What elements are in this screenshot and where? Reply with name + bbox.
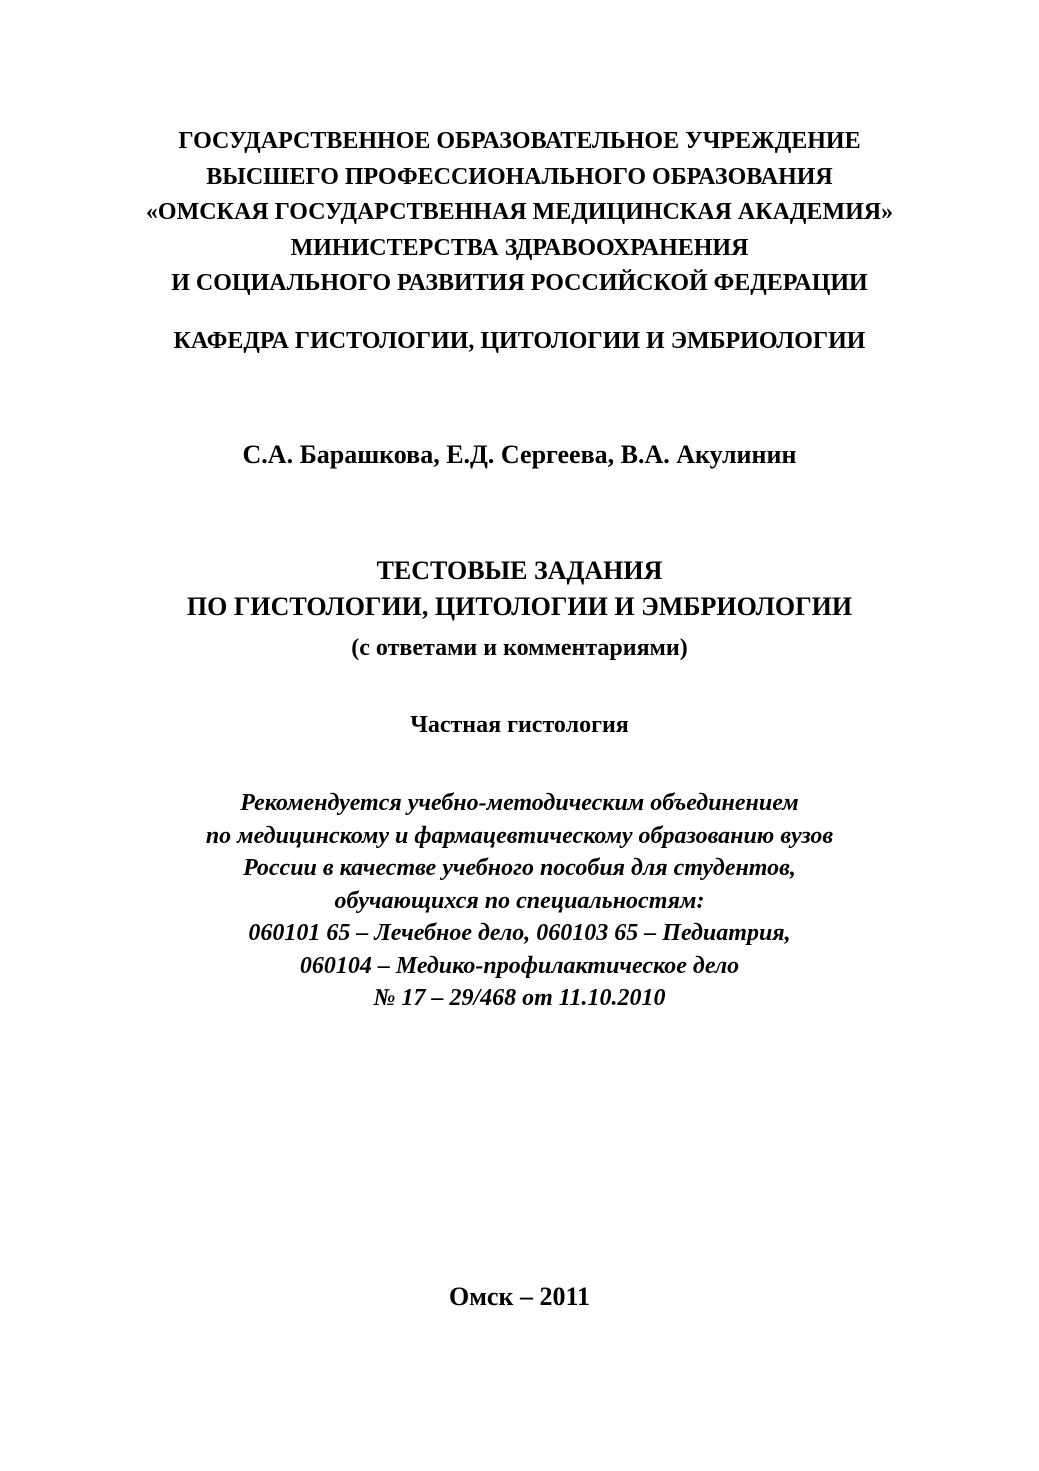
book-subtitle-block (0, 631, 1039, 665)
institution-line-5: И СОЦИАЛЬНОГО РАЗВИТИЯ РОССИЙСКОЙ ФЕДЕРАЦИИ (171, 270, 868, 296)
recommendation-line-2: по медицинскому и фармацевтическому образованию вузов (205, 822, 834, 849)
book-title-line-2: ПО ГИСТОЛОГИИ, ЦИТОЛОГИИ И ЭМБРИОЛОГИИ (186, 592, 853, 621)
authors-names: С.А. Барашкова, Е.Д. Сергеева, В.А. Акулинин (242, 440, 797, 469)
institution-heading (0, 124, 1039, 302)
institution-line-3: «ОМСКАЯ ГОСУДАРСТВЕННАЯ МЕДИЦИНСКАЯ АКАДЕМИЯ» (145, 199, 894, 225)
recommendation-line-4: обучающихся по специальностям: (334, 887, 705, 914)
authors-block (0, 437, 1039, 473)
recommendation-line-1: Рекомендуется учебно-методическим объединением (240, 790, 799, 816)
recommendation-line-6: 060104 – Медико-профилактическое дело (299, 952, 740, 979)
institution-line-2: ВЫСШЕГО ПРОФЕССИОНАЛЬНОГО ОБРАЗОВАНИЯ (206, 163, 833, 190)
imprint-city-year: Омск – 2011 (448, 1282, 591, 1311)
book-title (0, 553, 1039, 625)
recommendation-line-5: 060101 65 – Лечебное дело, 060103 65 – Педиатрия, (248, 920, 791, 946)
recommendation-line-7: № 17 – 29/468 от 11.10.2010 (373, 985, 666, 1011)
section-name: Частная гистология (410, 712, 629, 738)
institution-line-1: ГОСУДАРСТВЕННОЕ ОБРАЗОВАТЕЛЬНОЕ УЧРЕЖДЕНИЕ (178, 128, 861, 154)
recommendation-line-3: России в качестве учебного пособия для студентов, (243, 855, 796, 881)
book-title-line-1: ТЕСТОВЫЕ ЗАДАНИЯ (376, 556, 663, 585)
department-name: КАФЕДРА ГИСТОЛОГИИ, ЦИТОЛОГИИ И ЭМБРИОЛОГИИ (173, 328, 866, 354)
department-heading (0, 324, 1039, 359)
institution-line-4: МИНИСТЕРСТВА ЗДРАВООХРАНЕНИЯ (290, 234, 749, 261)
section-block (0, 708, 1039, 742)
recommendation-block (0, 787, 1039, 1015)
book-subtitle: (с ответами и комментариями) (351, 635, 688, 661)
imprint-block (0, 1279, 1039, 1315)
